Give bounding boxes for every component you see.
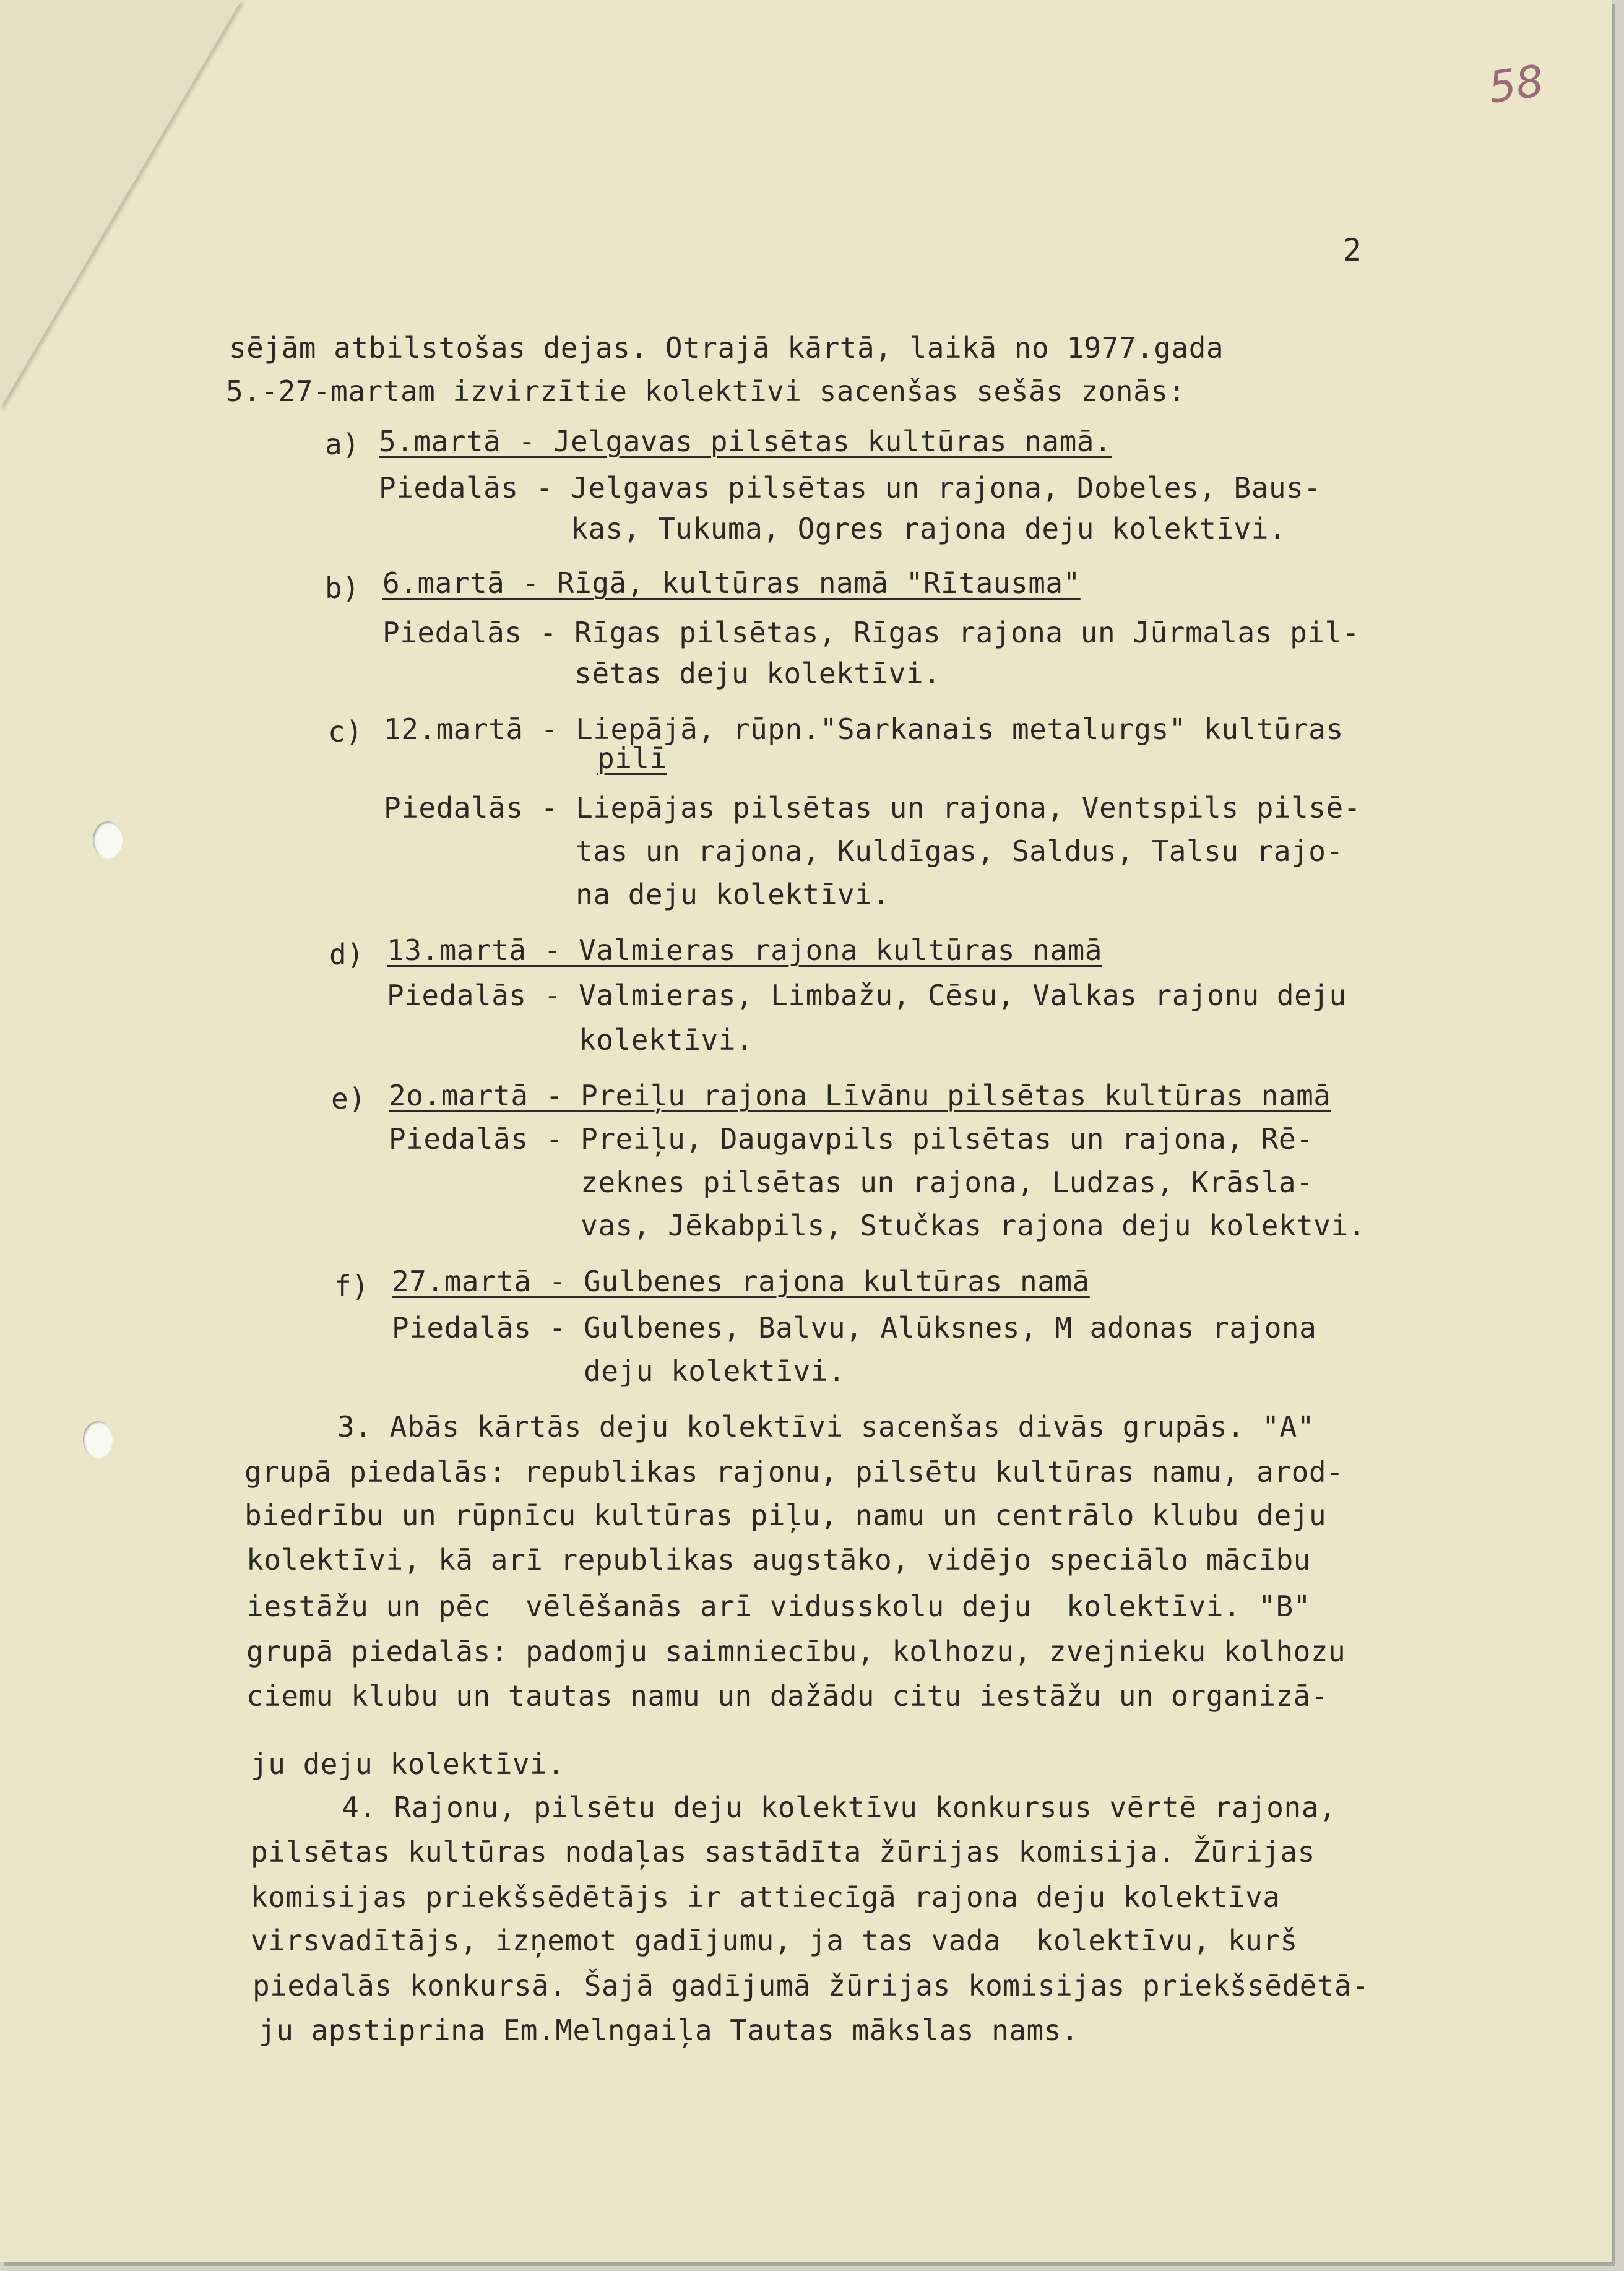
paragraph-line: grupā piedalās: padomju saimniecību, kolhozu, zvejnieku kolhozu — [246, 1635, 1346, 1668]
punch-hole — [83, 1421, 113, 1458]
paragraph-line: iestāžu un pēc vēlēšanās arī vidusskolu deju kolektīvi. "B" — [246, 1590, 1311, 1623]
zone-line: sētas deju kolektīvi. — [382, 657, 941, 690]
folded-corner — [0, 0, 241, 409]
paragraph-line: 4. Rajonu, pilsētu deju kolektīvu konkursus vērtē rajona, — [342, 1791, 1337, 1824]
page-number: 2 — [1343, 232, 1362, 268]
paragraph-line: pilsētas kultūras nodaļas sastādīta žūrijas komisija. Žūrijas — [251, 1835, 1315, 1869]
zone-heading: 5.martā - Jelgavas pilsētas kultūras namā. — [379, 425, 1112, 458]
zone-line: Piedalās - Liepājas pilsētas un rajona, Ventspils pilsē- — [384, 791, 1361, 824]
zone-line: Piedalās - Preiļu, Daugavpils pilsētas un rajona, Rē- — [389, 1122, 1314, 1156]
paragraph-line: komisijas priekšsēdētājs ir attiecīgā rajona deju kolektīva — [251, 1880, 1281, 1914]
zone-line: na deju kolektīvi. — [384, 878, 890, 911]
zone-letter: c) — [328, 715, 363, 748]
zone-line: Piedalās - Valmieras, Limbažu, Cēsu, Valkas rajonu deju — [387, 979, 1347, 1012]
paragraph-line: ciemu klubu un tautas namu un dažādu citu iestāžu un organizā- — [246, 1679, 1329, 1713]
zone-letter: b) — [325, 571, 360, 605]
folio-number: 58 — [1485, 55, 1547, 113]
zone-heading: 12.martā - Liepājā, rūpn."Sarkanais metalurgs" kultūras — [384, 712, 1344, 746]
paragraph-line: 3. Abās kārtās deju kolektīvi sacenšas divās grupās. "A" — [337, 1410, 1315, 1443]
paragraph-line: piedalās konkursā. Šajā gadījumā žūrijas komisijas priekšsēdētā- — [253, 1969, 1370, 2002]
zone-heading: 6.martā - Rīgā, kultūras namā "Rītausma" — [382, 566, 1081, 600]
paragraph-line: ju apstiprina Em.Melngaiļa Tautas mākslas nams. — [259, 2014, 1079, 2047]
intro-line: 5.-27-martam izvirzītie kolektīvi sacenšas sešās zonās: — [226, 374, 1186, 408]
zone-line: kolektīvi. — [387, 1023, 754, 1057]
paragraph-line: virsvadītājs, izņemot gadījumu, ja tas vada kolektīvu, kurš — [251, 1924, 1298, 1957]
punch-hole — [93, 821, 123, 859]
zone-line: Piedalās - Gulbenes, Balvu, Alūksnes, M adonas rajona — [392, 1311, 1317, 1344]
zone-letter: a) — [325, 428, 360, 461]
zone-line: zeknes pilsētas un rajona, Ludzas, Krāsla- — [389, 1166, 1314, 1199]
paragraph-line: grupā piedalās: republikas rajonu, pilsētu kultūras namu, arod- — [244, 1455, 1344, 1489]
paragraph-line: ju deju kolektīvi. — [251, 1747, 565, 1781]
zone-heading: 27.martā - Gulbenes rajona kultūras namā — [392, 1265, 1090, 1298]
zone-letter: d) — [329, 938, 365, 971]
zone-heading: 13.martā - Valmieras rajona kultūras namā — [387, 933, 1102, 967]
zone-heading: 2o.martā - Preiļu rajona Līvānu pilsētas kultūras namā — [389, 1079, 1331, 1112]
paragraph-line: kolektīvi, kā arī republikas augstāko, vidējo speciālo mācību — [246, 1543, 1311, 1577]
zone-letter: e) — [331, 1082, 366, 1115]
zone-line: kas, Tukuma, Ogres rajona deju kolektīvi. — [379, 512, 1287, 545]
paragraph-line: biedrību un rūpnīcu kultūras piļu, namu un centrālo klubu deju — [244, 1499, 1327, 1532]
zone-heading-continued: pilī — [597, 742, 667, 775]
intro-line: sējām atbilstošas dejas. Otrajā kārtā, laikā no 1977.gada — [229, 331, 1224, 365]
zone-line: tas un rajona, Kuldīgas, Saldus, Talsu rajo- — [384, 834, 1344, 868]
zone-line: vas, Jēkabpils, Stučkas rajona deju kolektvi. — [389, 1209, 1366, 1242]
zone-line: Piedalās - Rīgas pilsētas, Rīgas rajona un Jūrmalas pil- — [382, 616, 1360, 649]
zone-line: deju kolektīvi. — [392, 1354, 846, 1388]
zone-letter: f) — [334, 1270, 369, 1303]
zone-line: Piedalās - Jelgavas pilsētas un rajona, Dobeles, Baus- — [379, 471, 1321, 504]
